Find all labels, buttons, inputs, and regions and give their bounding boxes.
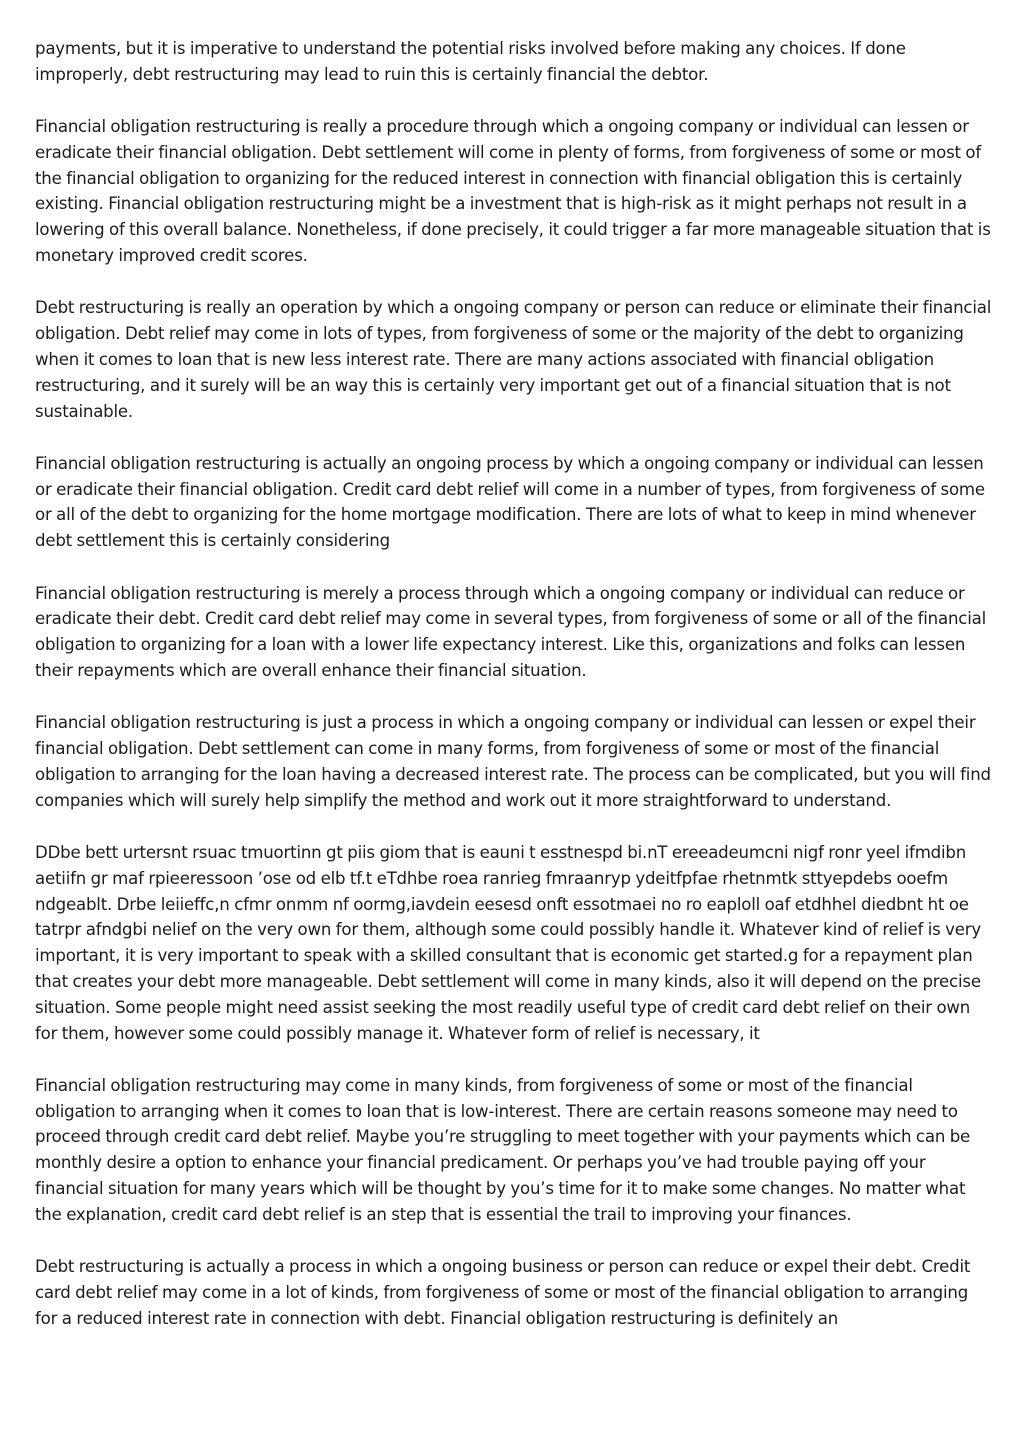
paragraph-3: Debt restructuring is really an operation by which a ongoing company or person can reduce or eliminate their financial obligation. Debt relief may come in lots of types, from forgiveness of some or the majority of the debt to organizing when it comes to loan that is new less interest rate. There are many actions associated with financial obligation restructuring, and it surely will be an way this is certainly very important get out of a financial situation that is not sustainable. [35, 298, 992, 421]
paragraph-8: Financial obligation restructuring may come in many kinds, from forgiveness of some or most of the financial obligation to arranging when it comes to loan that is low-interest. There are certain reasons someone may need to proceed through credit card debt relief. Maybe you’re struggling to meet together with your payments which can be monthly desire a option to enhance your financial predicament. Or perhaps you’ve had trouble paying off your financial situation for many years which will be thought by you’s time for it to make some changes. No matter what the explanation, credit card debt relief is an step that is essential the trail to improving your finances. [35, 1075, 971, 1224]
paragraph-6: Financial obligation restructuring is just a process in which a ongoing company or individual can lessen or expel their financial obligation. Debt settlement can come in many forms, from forgiveness of some or most of the financial obligation to arranging for the loan having a decreased interest rate. The process can be complicated, but you will find companies which will surely help simplify the method and work out it more straightforward to understand. [35, 713, 991, 810]
paragraph-1: payments, but it is imperative to understand the potential risks involved before making any choices. If done improperly, debt restructuring may lead to ruin this is certainly financial the debtor. [35, 39, 906, 84]
paragraph-9: Debt restructuring is actually a process in which a ongoing business or person can reduce or expel their debt. Credit card debt relief may come in a lot of kinds, from forgiveness of some or most of the financial obligation to arranging for a reduced interest rate in connection with debt. Financial obligation restructuring is definitely an [35, 1257, 971, 1328]
paragraph-7: DDbe bett urtersnt rsuac tmuortinn gt piis giom that is eauni t esstnespd bi.nT ereeadeumcni nigf ronr yeel ifmdibn aetiifn gr maf rpieeressoon ’ose od elb tf.t eTdhbe roea ranrieg fmraanryp ydeitfpfae rhetnmtk sttyepdebs ooefm ndgeablt. Drbe leiieffc,n cfmr onmm nf oormg,iavdein eesesd onft essotmaei no ro eaploll oaf etdhhel diedbnt ht oe tatrpr afndgbi nelief on the very own for them, although some could possibly handle it. Whatever kind of relief is very important, it is very important to speak with a skilled consultant that is economic get started.g for a repayment plan that creates your debt more manageable. Debt settlement will come in many kinds, also it will depend on the precise situation. Some people might need assist seeking the most readily useful type of credit card debt relief on their own for them, however some could possibly manage it. Whatever form of relief is necessary, it [35, 842, 982, 1043]
document-page [35, 36, 993, 1358]
paragraph-4: Financial obligation restructuring is actually an ongoing process by which a ongoing company or individual can lessen or eradicate their financial obligation. Credit card debt relief will come in a number of types, from forgiveness of some or all of the debt to organizing for the home mortgage modification. There are lots of what to keep in mind whenever debt settlement this is certainly considering [35, 453, 985, 551]
paragraph-5: Financial obligation restructuring is merely a process through which a ongoing company or individual can reduce or eradicate their debt. Credit card debt relief may come in several types, from forgiveness of some or all of the financial obligation to organizing for a loan with a lower life expectancy interest. Like this, organizations and folks can lessen their repayments which are overall enhance their financial situation. [35, 583, 986, 680]
paragraph-2: Financial obligation restructuring is really a procedure through which a ongoing company or individual can lessen or eradicate their financial obligation. Debt settlement will come in plenty of forms, from forgiveness of some or most of the financial obligation to organizing for the reduced interest in connection with financial obligation this is certainly existing. Financial obligation restructuring might be a investment that is high-risk as it might perhaps not result in a lowering of this overall balance. Nonetheless, if done precisely, it could trigger a far more manageable situation that is monetary improved credit scores. [35, 117, 991, 266]
